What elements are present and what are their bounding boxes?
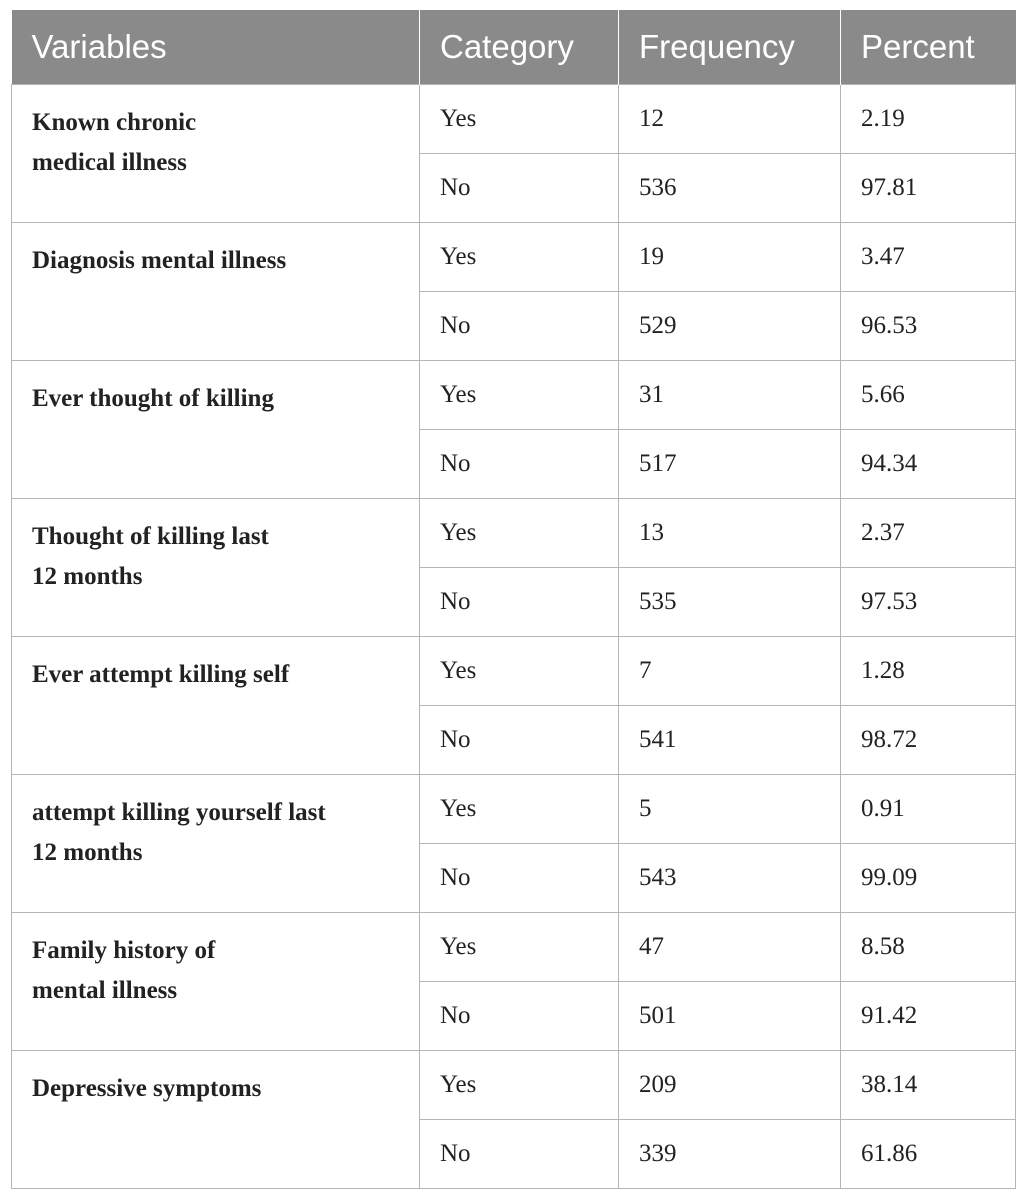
frequency-cell: 209 xyxy=(619,1051,841,1120)
frequency-cell: 536 xyxy=(619,154,841,223)
frequency-cell: 517 xyxy=(619,430,841,499)
frequency-cell: 5 xyxy=(619,775,841,844)
frequency-cell: 529 xyxy=(619,292,841,361)
percent-cell: 91.42 xyxy=(841,982,1016,1051)
variable-cell xyxy=(12,637,420,775)
percent-cell: 61.86 xyxy=(841,1120,1016,1189)
percent-cell: 2.37 xyxy=(841,499,1016,568)
variable-label-line2: 12 months xyxy=(32,839,143,866)
table-header xyxy=(12,10,1016,85)
table-row xyxy=(12,1051,1016,1120)
variable-cell xyxy=(12,913,420,1051)
variable-label-line1: Ever thought of killing xyxy=(32,385,274,412)
percent-cell: 38.14 xyxy=(841,1051,1016,1120)
category-cell: No xyxy=(420,982,619,1051)
header-percent: Percent xyxy=(841,10,1016,85)
category-cell: No xyxy=(420,1120,619,1189)
data-table xyxy=(11,10,1016,1189)
variable-label-line1: Known chronic xyxy=(32,109,197,136)
frequency-cell: 543 xyxy=(619,844,841,913)
header-frequency: Frequency xyxy=(619,10,841,85)
category-cell: Yes xyxy=(420,223,619,292)
frequency-cell: 31 xyxy=(619,361,841,430)
category-cell: Yes xyxy=(420,499,619,568)
percent-cell: 98.72 xyxy=(841,706,1016,775)
category-cell: Yes xyxy=(420,85,619,154)
variable-label-line1: Family history of xyxy=(32,937,216,964)
table-row xyxy=(12,499,1016,568)
header-variables: Variables xyxy=(12,10,420,85)
percent-cell: 3.47 xyxy=(841,223,1016,292)
frequency-cell: 19 xyxy=(619,223,841,292)
frequency-cell: 13 xyxy=(619,499,841,568)
variable-cell xyxy=(12,223,420,361)
variable-cell xyxy=(12,1051,420,1189)
category-cell: Yes xyxy=(420,361,619,430)
frequency-cell: 47 xyxy=(619,913,841,982)
variable-label-line1: attempt killing yourself last xyxy=(32,799,326,826)
header-category: Category xyxy=(420,10,619,85)
category-cell: Yes xyxy=(420,1051,619,1120)
frequency-cell: 7 xyxy=(619,637,841,706)
table-row xyxy=(12,913,1016,982)
category-cell: No xyxy=(420,430,619,499)
category-cell: Yes xyxy=(420,637,619,706)
frequency-cell: 12 xyxy=(619,85,841,154)
percent-cell: 8.58 xyxy=(841,913,1016,982)
frequency-cell: 541 xyxy=(619,706,841,775)
table-row xyxy=(12,223,1016,292)
percent-cell: 5.66 xyxy=(841,361,1016,430)
category-cell: No xyxy=(420,154,619,223)
category-cell: Yes xyxy=(420,775,619,844)
table-row xyxy=(12,637,1016,706)
variable-label-line1: Ever attempt killing self xyxy=(32,661,290,688)
variable-label-line2: 12 months xyxy=(32,563,143,590)
variable-label-line1: Thought of killing last xyxy=(32,523,269,550)
table-row xyxy=(12,85,1016,154)
variable-label-line1: Diagnosis mental illness xyxy=(32,247,287,274)
percent-cell: 2.19 xyxy=(841,85,1016,154)
category-cell: No xyxy=(420,706,619,775)
percent-cell: 97.81 xyxy=(841,154,1016,223)
variable-cell xyxy=(12,85,420,223)
category-cell: No xyxy=(420,844,619,913)
variable-label-line2: medical illness xyxy=(32,149,187,176)
variable-cell xyxy=(12,361,420,499)
percent-cell: 0.91 xyxy=(841,775,1016,844)
percent-cell: 1.28 xyxy=(841,637,1016,706)
variable-label-line1: Depressive symptoms xyxy=(32,1075,262,1102)
category-cell: No xyxy=(420,568,619,637)
frequency-cell: 501 xyxy=(619,982,841,1051)
percent-cell: 99.09 xyxy=(841,844,1016,913)
percent-cell: 96.53 xyxy=(841,292,1016,361)
variable-cell xyxy=(12,499,420,637)
category-cell: Yes xyxy=(420,913,619,982)
header-row xyxy=(12,10,1016,85)
variable-label-line2: mental illness xyxy=(32,977,178,1004)
table-row xyxy=(12,775,1016,844)
category-cell: No xyxy=(420,292,619,361)
table-body xyxy=(12,85,1016,1189)
percent-cell: 97.53 xyxy=(841,568,1016,637)
frequency-cell: 339 xyxy=(619,1120,841,1189)
percent-cell: 94.34 xyxy=(841,430,1016,499)
variable-cell xyxy=(12,775,420,913)
table-row xyxy=(12,361,1016,430)
frequency-cell: 535 xyxy=(619,568,841,637)
